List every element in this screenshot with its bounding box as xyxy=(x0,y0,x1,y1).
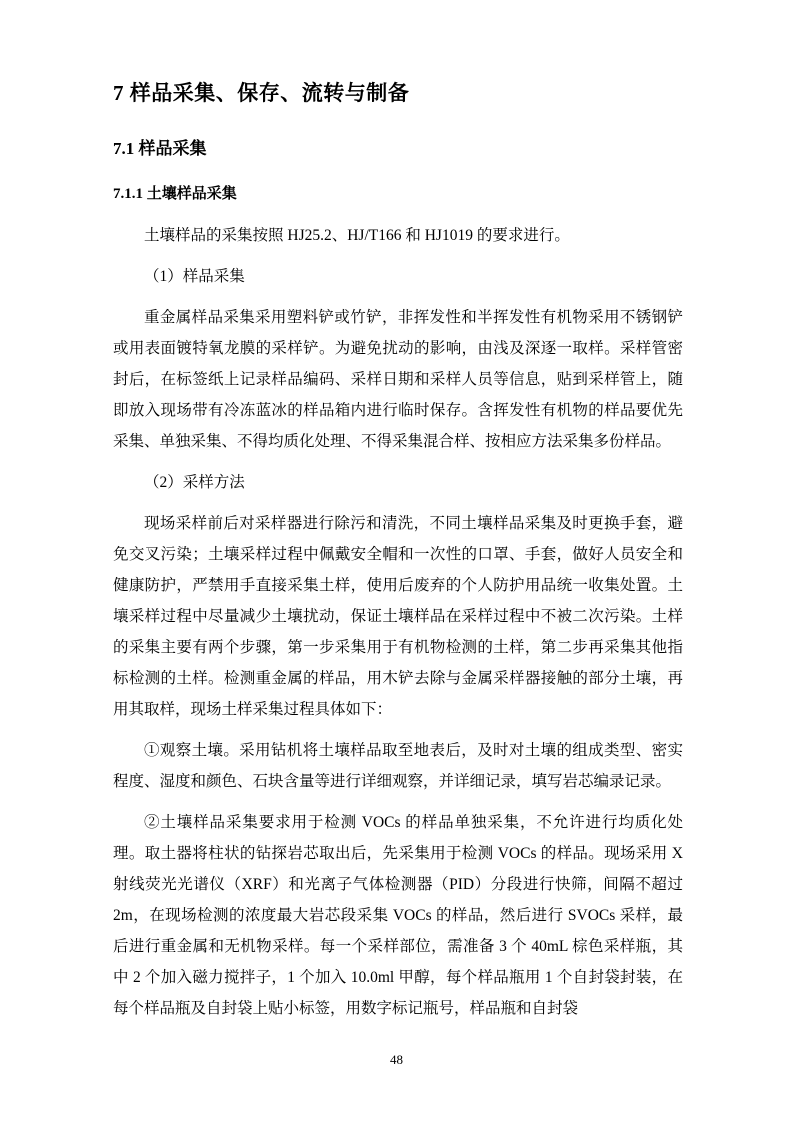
paragraph: 土壤样品的采集按照 HJ25.2、HJ/T166 和 HJ1019 的要求进行。 xyxy=(144,226,570,244)
page-content xyxy=(113,78,683,1024)
paragraph: 现场采样前后对采样器进行除污和清洗，不同土壤样品采集及时更换手套，避免交叉污染；土壤采样过程中佩戴安全帽和一次性的口罩、手套，做好人员安全和健康防护，严禁用手直接采集土样，使用后废弃的个人防护用品统一收集处置。土壤采样过程中尽量减少土壤扰动，保证土壤样品在采样过程中不被二次污染。土样的采集主要有两个步骤，第一步采集用于有机物检测的土样，第二步再采集其他指标检测的土样。检测重金属的样品，用木铲去除与金属采样器接触的部分土壤，再用其取样，现场土样采集过程具体如下： xyxy=(113,514,683,718)
paragraph: 重金属样品采集采用塑料铲或竹铲，非挥发性和半挥发性有机物采用不锈钢铲或用表面镀特氧龙膜的采样铲。为避免扰动的影响，由浅及深逐一取样。采样管密封后，在标签纸上记录样品编码、采样日期和采样人员等信息，贴到采样管上，随即放入现场带有冷冻蓝冰的样品箱内进行临时保存。含挥发性有机物的样品要优先采集、单独采集、不得均质化处理、不得采集混合样、按相应方法采集多份样品。 xyxy=(113,308,683,450)
paragraph: （1）样品采集 xyxy=(144,267,245,285)
section-heading-3: 7.1.1 土壤样品采集 xyxy=(113,186,237,202)
section-heading-1: 7 样品采集、保存、流转与制备 xyxy=(113,81,410,105)
paragraph: ②土壤样品采集要求用于检测 VOCs 的样品单独采集，不允许进行均质化处理。取土器将柱状的钻探岩芯取出后，先采集用于检测 VOCs 的样品。现场采用 X 射线荧光光谱仪（XRF）和光离子气体检测器（PID）分段进行快筛，间隔不超过 2m，在现场检测的浓度最大岩芯段采集 VOCs 的样品，然后进行 SVOCs 采样，最后进行重金属和无机物采样。每一个采样部位，需准备 3 个 40mL 棕色采样瓶，其中 2 个加入磁力搅拌子，1 个加入 10.0ml 甲醇，每个样品瓶用 1 个自封袋封装，在每个样品瓶及自封袋上贴小标签，用数字标记瓶号，样品瓶和自封袋 xyxy=(113,813,683,1017)
paragraph: ①观察土壤。采用钻机将土壤样品取至地表后，及时对土壤的组成类型、密实程度、湿度和颜色、石块含量等进行详细观察，并详细记录，填写岩芯编录记录。 xyxy=(113,741,683,790)
section-heading-2: 7.1 样品采集 xyxy=(113,138,207,158)
page-number: 48 xyxy=(390,1052,403,1067)
paragraph: （2）采样方法 xyxy=(144,473,245,491)
